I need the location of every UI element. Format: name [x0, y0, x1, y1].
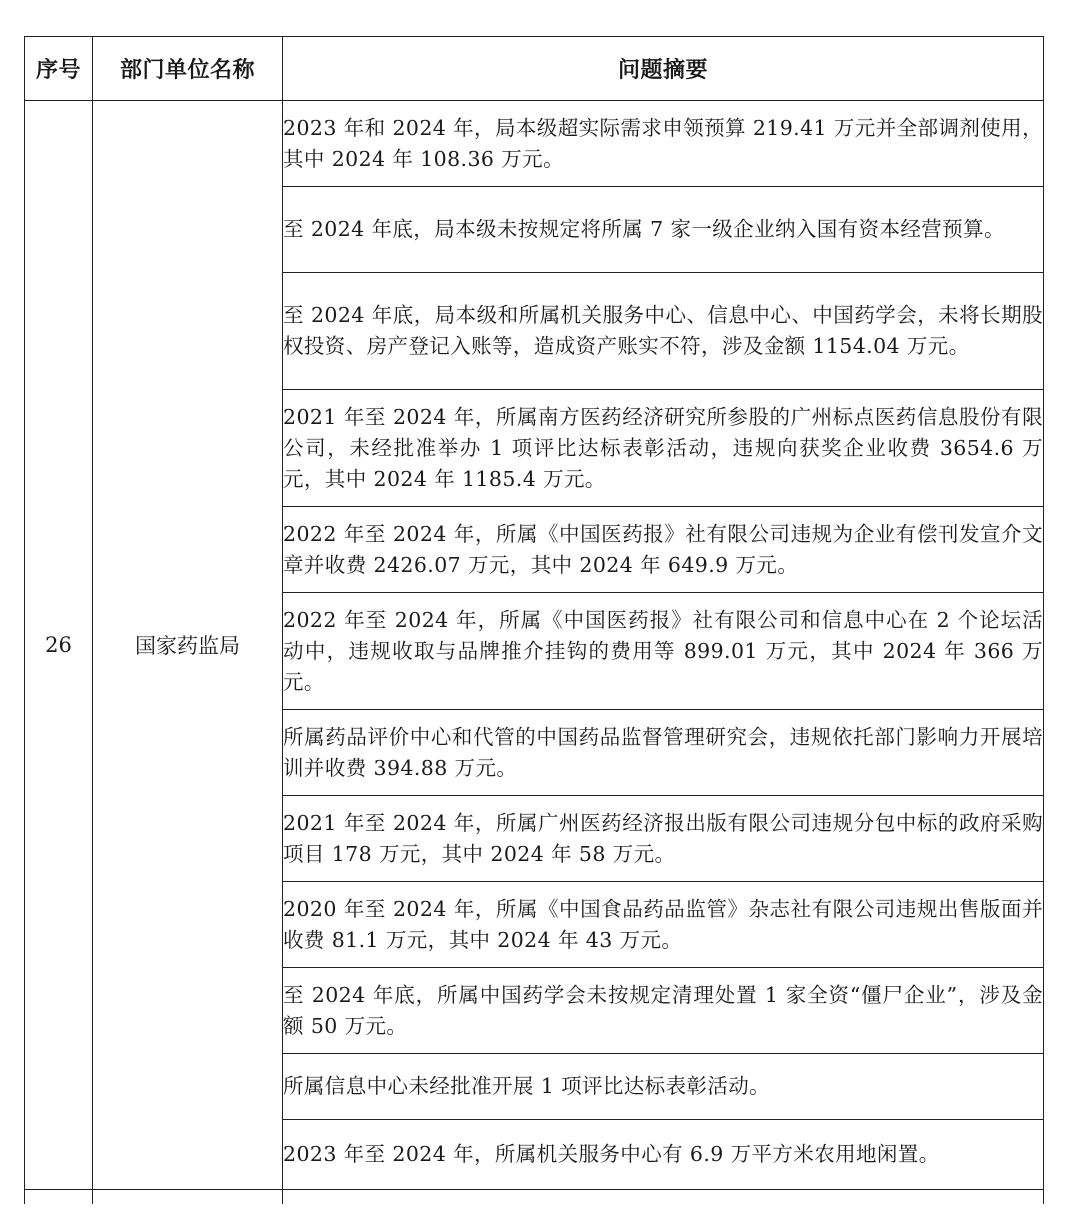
header-seq: 序号 — [25, 37, 93, 101]
next-row-dept-cell — [93, 1190, 283, 1205]
seq-cell: 26 — [25, 101, 93, 1190]
next-row-partial — [25, 1190, 1044, 1205]
issue-cell: 所属药品评价中心和代管的中国药品监督管理研究会，违规依托部门影响力开展培训并收费 394.88 万元。 — [283, 710, 1044, 796]
issue-cell: 至 2024 年底，所属中国药学会未按规定清理处置 1 家全资“僵尸企业”，涉及金额 50 万元。 — [283, 968, 1044, 1054]
next-row-summary-cell — [283, 1190, 1044, 1205]
next-row-seq-cell — [25, 1190, 93, 1205]
audit-issues-table — [24, 36, 1044, 1204]
issue-cell: 2021 年至 2024 年，所属广州医药经济报出版有限公司违规分包中标的政府采购项目 178 万元，其中 2024 年 58 万元。 — [283, 796, 1044, 882]
issue-cell: 至 2024 年底，局本级和所属机关服务中心、信息中心、中国药学会，未将长期股权投资、房产登记入账等，造成资产账实不符，涉及金额 1154.04 万元。 — [283, 273, 1044, 390]
table-header-row — [25, 37, 1044, 101]
issue-cell: 2023 年至 2024 年，所属机关服务中心有 6.9 万平方米农用地闲置。 — [283, 1120, 1044, 1190]
issue-cell: 所属信息中心未经批准开展 1 项评比达标表彰活动。 — [283, 1054, 1044, 1120]
issue-cell: 至 2024 年底，局本级未按规定将所属 7 家一级企业纳入国有资本经营预算。 — [283, 187, 1044, 273]
issue-cell: 2021 年至 2024 年，所属南方医药经济研究所参股的广州标点医药信息股份有限公司，未经批准举办 1 项评比达标表彰活动，违规向获奖企业收费 3654.6 万元，其中 2024 年 1185.4 万元。 — [283, 390, 1044, 507]
dept-cell: 国家药监局 — [93, 101, 283, 1190]
issue-cell: 2020 年至 2024 年，所属《中国食品药品监管》杂志社有限公司违规出售版面并收费 81.1 万元，其中 2024 年 43 万元。 — [283, 882, 1044, 968]
header-summary: 问题摘要 — [283, 37, 1044, 101]
header-dept: 部门单位名称 — [93, 37, 283, 101]
issue-cell: 2022 年至 2024 年，所属《中国医药报》社有限公司和信息中心在 2 个论坛活动中，违规收取与品牌推介挂钩的费用等 899.01 万元，其中 2024 年 366 万元。 — [283, 593, 1044, 710]
issue-cell: 2023 年和 2024 年，局本级超实际需求申领预算 219.41 万元并全部调剂使用，其中 2024 年 108.36 万元。 — [283, 101, 1044, 187]
table-row — [25, 101, 1044, 187]
issue-cell: 2022 年至 2024 年，所属《中国医药报》社有限公司违规为企业有偿刊发宣介文章并收费 2426.07 万元，其中 2024 年 649.9 万元。 — [283, 507, 1044, 593]
